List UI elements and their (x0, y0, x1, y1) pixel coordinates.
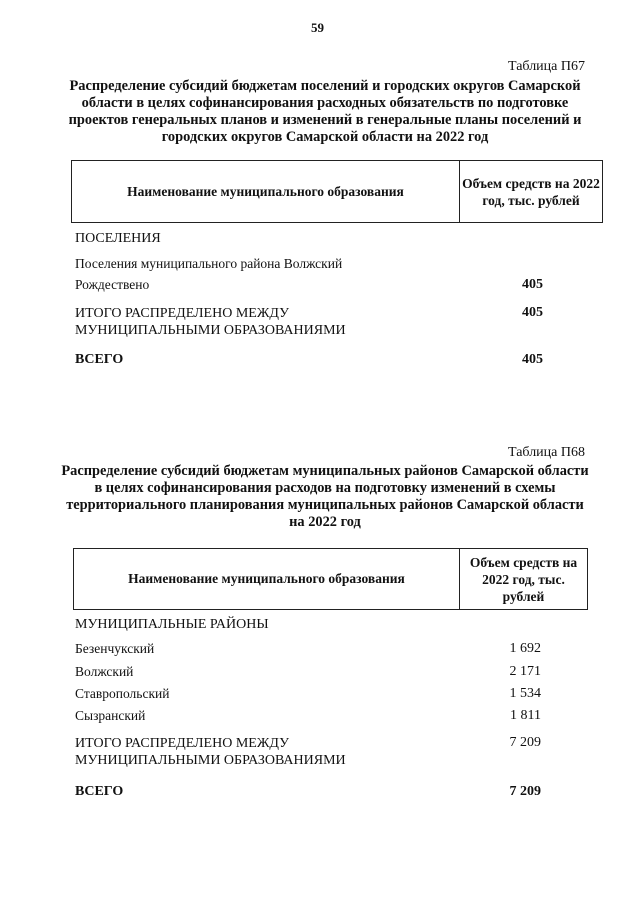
row-name: Безенчукский (75, 641, 155, 656)
subsection-label: Поселения муниципального района Волжский (75, 256, 343, 271)
total-value: 405 (522, 305, 543, 320)
row-name: Ставропольский (75, 686, 170, 701)
row-value: 1 534 (509, 686, 541, 701)
row-name: Волжский (75, 664, 134, 679)
table-header (73, 548, 588, 610)
column-header-amount: Объем средств на 2022 год, тыс. рублей (469, 554, 578, 604)
grand-total-value: 405 (522, 352, 543, 367)
page-number: 59 (311, 20, 324, 35)
row-value: 1 811 (510, 708, 541, 723)
grand-total-label: ВСЕГО (75, 352, 124, 367)
column-header-name: Наименование муниципального образования (128, 571, 405, 586)
grand-total-label: ВСЕГО (75, 784, 124, 799)
table-title: Распределение субсидий бюджетам поселений и городских округов Самарской области в целях софинансирования расходных обязательств по подготовке проектов генеральных планов и изменений в генеральные планы поселений и городских округов Самарской области на 2022 год (68, 78, 582, 145)
row-value: 1 692 (509, 641, 541, 656)
column-header-amount: Объем средств на 2022 год, тыс. рублей (462, 175, 600, 208)
table-tag: Таблица П67 (508, 59, 585, 74)
grand-total-value: 7 209 (509, 784, 541, 799)
table-header (71, 160, 603, 223)
section-label: МУНИЦИПАЛЬНЫЕ РАЙОНЫ (75, 617, 269, 632)
section-label: ПОСЕЛЕНИЯ (75, 231, 161, 246)
table-title: Распределение субсидий бюджетам муниципальных районов Самарской области в целях софинансирования расходов на подготовку изменений в схемы территориального планирования муниципальных районов Самарской области на 2022 год (61, 463, 589, 530)
row-name: Сызранский (75, 708, 146, 723)
row-name: Рождествено (75, 277, 150, 292)
row-value: 2 171 (509, 664, 541, 679)
total-label: ИТОГО РАСПРЕДЕЛЕНО МЕЖДУ МУНИЦИПАЛЬНЫМИ ОБРАЗОВАНИЯМИ (75, 306, 346, 338)
column-header-name: Наименование муниципального образования (127, 183, 404, 199)
table-tag: Таблица П68 (508, 445, 585, 460)
total-label: ИТОГО РАСПРЕДЕЛЕНО МЕЖДУ МУНИЦИПАЛЬНЫМИ ОБРАЗОВАНИЯМИ (75, 736, 346, 768)
total-value: 7 209 (509, 735, 541, 750)
row-value: 405 (522, 277, 543, 292)
